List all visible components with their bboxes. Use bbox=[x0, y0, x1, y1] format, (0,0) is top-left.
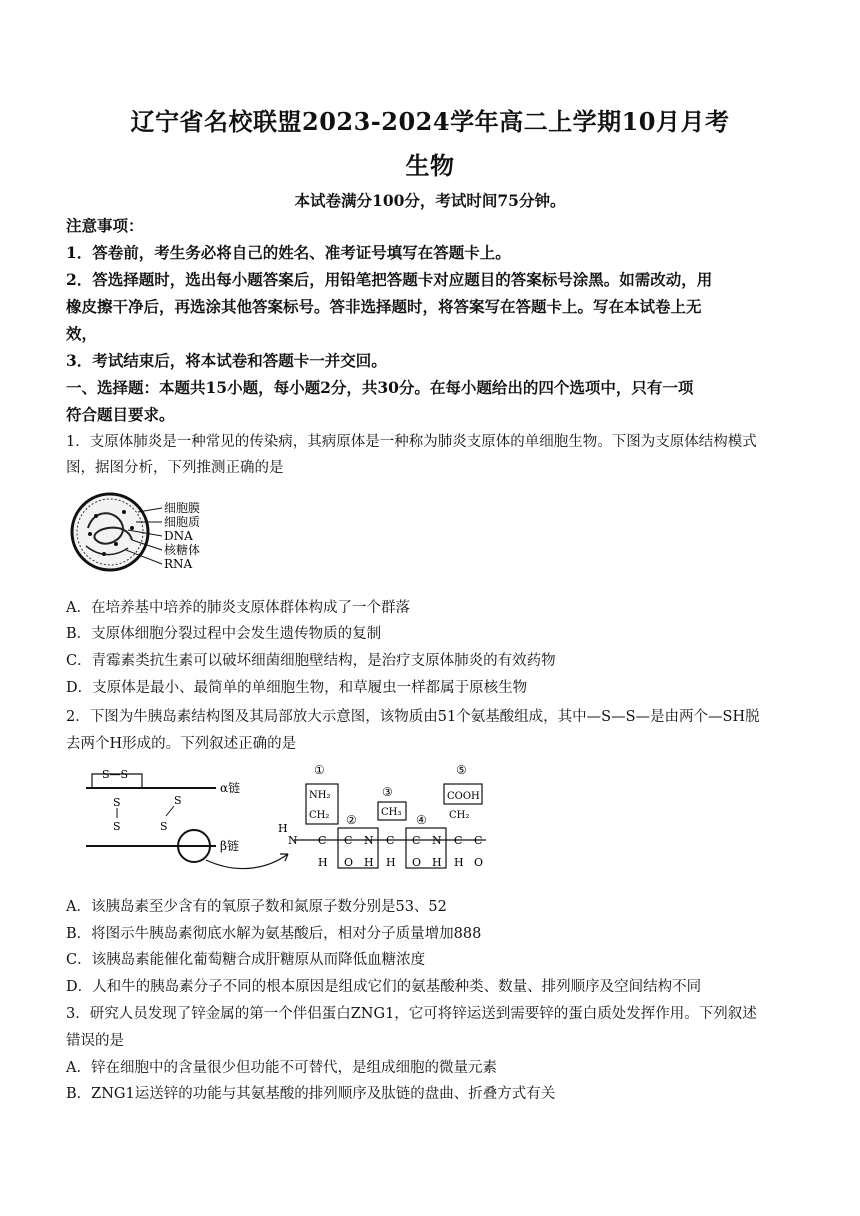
note-item: 橡皮擦干净后，再选涂其他答案标号。答非选择题时，将答案写在答题卡上。写在本试卷上无 bbox=[66, 297, 702, 316]
section-heading-cont: 符合题目要求。 bbox=[66, 405, 175, 424]
svg-text:N: N bbox=[288, 834, 298, 847]
svg-text:O: O bbox=[474, 856, 484, 869]
svg-text:H: H bbox=[454, 856, 464, 869]
svg-text:H: H bbox=[386, 856, 396, 869]
figure-label: RNA bbox=[164, 557, 193, 571]
circled-number: ④ bbox=[416, 813, 427, 827]
svg-text:N: N bbox=[364, 834, 374, 847]
q1-option-a: A．在培养基中培养的肺炎支原体群体构成了一个群落 bbox=[66, 600, 410, 616]
svg-text:S: S bbox=[113, 796, 121, 809]
svg-text:N: N bbox=[432, 834, 442, 847]
alpha-chain-label: α链 bbox=[220, 781, 241, 795]
group-label: CH₂ bbox=[449, 810, 470, 821]
q1-stem: 1．支原体肺炎是一种常见的传染病，其病原体是一种称为肺炎支原体的单细胞生物。下图为支原体结构模式 bbox=[66, 434, 757, 450]
group-label: COOH bbox=[447, 791, 480, 802]
svg-text:C: C bbox=[386, 834, 395, 847]
note-item: 1．答卷前，考生务必将自己的姓名、准考证号填写在答题卡上。 bbox=[66, 243, 511, 262]
section-heading: 一、选择题：本题共15小题，每小题2分，共30分。在每小题给出的四个选项中，只有一项 bbox=[66, 378, 694, 397]
group-label: CH₃ bbox=[381, 807, 402, 818]
circled-number: ① bbox=[314, 763, 325, 777]
q1-stem-cont: 图，据图分析，下列推测正确的是 bbox=[66, 460, 284, 476]
q3-option-a: A．锌在细胞中的含量很少但功能不可替代，是组成细胞的微量元素 bbox=[66, 1060, 497, 1076]
svg-text:H: H bbox=[432, 856, 442, 869]
figure-label: 细胞膜 bbox=[164, 501, 201, 515]
note-item: 2．答选择题时，选出每小题答案后，用铅笔把答题卡对应题目的答案标号涂黑。如需改动，用 bbox=[66, 270, 713, 289]
q3-option-b: B．ZNG1运送锌的功能与其氨基酸的排列顺序及肽链的盘曲、折叠方式有关 bbox=[66, 1086, 556, 1102]
q2-option-b: B．将图示牛胰岛素彻底水解为氨基酸后，相对分子质量增加888 bbox=[66, 926, 482, 942]
magnify-arrow bbox=[206, 854, 288, 869]
q2-stem: 2．下图为牛胰岛素结构图及其局部放大示意图，该物质由51个氨基酸组成，其中—S—S—是由两个—SH脱 bbox=[66, 709, 760, 725]
q2-option-c: C．该胰岛素能催化葡萄糖合成肝糖原从而降低血糖浓度 bbox=[66, 952, 426, 968]
svg-text:C: C bbox=[344, 834, 353, 847]
beta-chain-label: β链 bbox=[220, 839, 239, 853]
q1-option-b: B．支原体细胞分裂过程中会发生遗传物质的复制 bbox=[66, 626, 382, 642]
circled-number: ⑤ bbox=[456, 763, 467, 777]
group-label: CH₂ bbox=[309, 810, 330, 821]
subject-title: 生物 bbox=[405, 151, 455, 180]
q1-option-c: C．青霉素类抗生素可以破坏细菌细胞壁结构，是治疗支原体肺炎的有效药物 bbox=[66, 653, 556, 669]
svg-text:S: S bbox=[113, 820, 121, 833]
note-item: 效， bbox=[66, 324, 98, 343]
svg-text:O: O bbox=[344, 856, 354, 869]
figure-label: 核糖体 bbox=[164, 543, 201, 557]
svg-text:H: H bbox=[318, 856, 328, 869]
svg-text:H: H bbox=[278, 822, 288, 835]
svg-text:C: C bbox=[412, 834, 421, 847]
svg-text:S: S bbox=[174, 794, 182, 807]
circled-number: ③ bbox=[382, 785, 393, 799]
q3-stem: 3．研究人员发现了锌金属的第一个伴侣蛋白ZNG1，它可将锌运送到需要锌的蛋白质处发挥作用。下列叙述 bbox=[66, 1006, 757, 1022]
insulin-structure-figure bbox=[66, 762, 506, 880]
note-item: 3．考试结束后，将本试卷和答题卡一并交回。 bbox=[66, 351, 387, 370]
circled-number: ② bbox=[346, 813, 357, 827]
figure-label: 细胞质 bbox=[164, 515, 201, 529]
svg-text:S: S bbox=[160, 820, 168, 833]
svg-text:O: O bbox=[412, 856, 422, 869]
disulfide-bond-label: S—S bbox=[102, 768, 129, 781]
notes-heading: 注意事项： bbox=[66, 216, 144, 235]
exam-info: 本试卷满分100分，考试时间75分钟。 bbox=[294, 191, 566, 210]
q2-stem-cont: 去两个H形成的。下列叙述正确的是 bbox=[66, 736, 297, 752]
page-title: 辽宁省名校联盟2023-2024学年高二上学期10月月考 bbox=[130, 107, 730, 136]
group-label: NH₂ bbox=[309, 790, 331, 801]
svg-text:C: C bbox=[454, 834, 463, 847]
svg-text:C: C bbox=[474, 834, 483, 847]
svg-text:H: H bbox=[364, 856, 374, 869]
q2-option-a: A．该胰岛素至少含有的氧原子数和氮原子数分别是53、52 bbox=[66, 899, 447, 915]
q3-stem-cont: 错误的是 bbox=[66, 1033, 124, 1049]
figure-label: DNA bbox=[164, 529, 193, 543]
svg-text:C: C bbox=[318, 834, 327, 847]
q2-option-d: D．人和牛的胰岛素分子不同的根本原因是组成它们的氨基酸种类、数量、排列顺序及空间结构不同 bbox=[66, 979, 702, 995]
mycoplasma-structure-figure bbox=[66, 488, 246, 584]
q1-option-d: D．支原体是最小、最简单的单细胞生物，和草履虫一样都属于原核生物 bbox=[66, 680, 528, 696]
